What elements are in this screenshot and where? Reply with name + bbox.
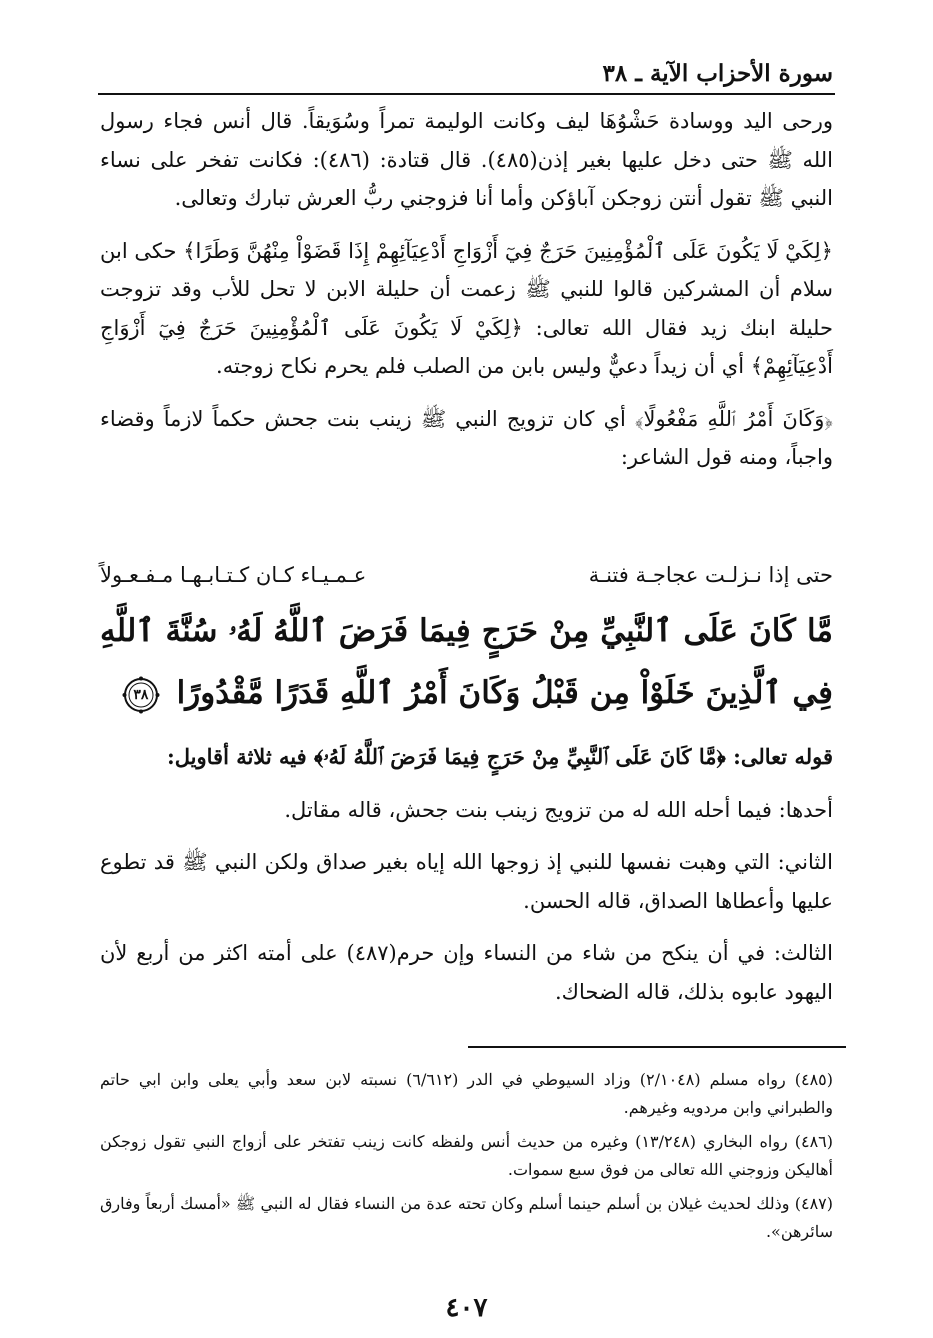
paragraph-verse-explanation: ﴿لِكَيْ لَا يَكُونَ عَلَى ٱلْمُؤْمِنِينَ حَرَجٌ فِيٓ أَزْوَاجِ أَدْعِيَآئِهِمْ إِذَا قَضَوْاْ مِنْهُنَّ وَطَرًا﴾ حكى ابن سلام أن المشركين قالوا للنبي ﷺ زعمت أن حليلة الابن لا تحل للأب وقد تزوجت حليلة ابنك زيد فقال الله تعالى: ﴿لِكَيْ لَا يَكُونَ عَلَى ٱلْمُؤْمِنِينَ حَرَجٌ فِيٓ أَزْوَاجِ أَدْعِيَآئِهِمْ﴾ أي أن زيداً دعيٌّ وليس بابن من الصلب فلم يحرم نكاح زوجته. <box>100 238 833 378</box>
quran-verse-block <box>100 600 833 724</box>
footnote-divider <box>468 1046 846 1048</box>
poem-first-hemistich: حتى إذا نـزلـت عجاجـة فتنـة <box>588 563 833 587</box>
paragraph-story: ورحى اليد ووسادة حَشْوُهَا ليف وكانت الوليمة تمراً وسُوَيقاً. قال أنس فجاء رسول الله ﷺ حتى دخل عليها بغير إذن(٤٨٥). قال قتادة: (٤٨٦): فكانت تفخر على نساء النبي ﷺ تقول أنتن زوجكن آباؤكن وأما أنا فزوجني ربُّ العرش تبارك وتعالى. <box>100 109 833 210</box>
header-divider <box>98 93 835 95</box>
opinion-first: أحدها: فيما أحله الله له من تزويج زينب بنت جحش، قاله مقاتل. <box>284 797 833 822</box>
commentary-intro: قوله تعالى: ﴿مَّا كَانَ عَلَى ٱلنَّبِيِّ مِنْ حَرَجٍ فِيمَا فَرَضَ ٱللَّهُ لَهُۥ﴾ فيه ثلاثة أقاويل: <box>166 744 833 769</box>
opinion-third: الثالث: في أن ينكح من شاء من النساء وإن حرم(٤٨٧) على أمته اكثر من أربع لأن اليهود عابوه بذلك، قاله الضحاك. <box>100 941 833 1004</box>
footnote-487: (٤٨٧) وذلك لحديث غيلان بن أسلم حينما أسلم وكان تحته عدة من النساء فقال له النبي ﷺ «أمسك أربعاً وفارق سائرهن». <box>100 1194 833 1241</box>
quran-verse-text: مَّا كَانَ عَلَى ٱلنَّبِيِّ مِنْ حَرَجٍ فِيمَا فَرَضَ ٱللَّهُ لَهُۥ سُنَّةَ ٱللَّهِ فِي ٱلَّذِينَ خَلَوْاْ مِن قَبْلُ وَكَانَ أَمْرُ ٱللَّهِ قَدَرًا مَّقْدُورًا <box>100 613 833 711</box>
paragraph-decree: ﴿وَكَانَ أَمْرُ ٱللَّهِ مَفْعُولًا﴾ أي كان تزويج النبي ﷺ زينب بنت جحش حكماً لازماً وقضاء واجباً، ومنه قول الشاعر: <box>100 406 833 469</box>
footnote-485: (٤٨٥) رواه مسلم (٢/١٠٤٨) وزاد السيوطي في الدر (٦/٦١٢) نسبته لابن سعد وأبي يعلى وابن ابي حاتم والطبراني وابن مردويه وغيرهم. <box>100 1070 834 1117</box>
main-text <box>100 102 833 477</box>
commentary-section <box>100 738 833 1011</box>
ayah-end-marker-icon <box>122 676 160 714</box>
poetry-verse <box>100 555 833 595</box>
page-number: ٤٠٧ <box>445 1293 488 1323</box>
running-header: سورة الأحزاب الآية ـ ٣٨ <box>602 60 833 87</box>
ayah-number: ٣٨ <box>133 686 149 703</box>
opinion-second: الثاني: التي وهبت نفسها للنبي إذ زوجها الله إياه بغير صداق ولكن النبي ﷺ قد تطوع عليها وأعطاها الصداق، قاله الحسن. <box>100 850 833 913</box>
footnote-486: (٤٨٦) رواه البخاري (١٣/٢٤٨) وغيره من حديث أنس ولفظه كانت زينب تفتخر على أزواج النبي تقول زوجكن أهاليكن وزوجني الله تعالى من فوق سبع سموات. <box>100 1132 833 1179</box>
poem-second-hemistich: عـمـيـاء كـان كـتـابـهـا مـفـعـولاً <box>100 563 367 587</box>
footnotes-section <box>100 1066 833 1252</box>
